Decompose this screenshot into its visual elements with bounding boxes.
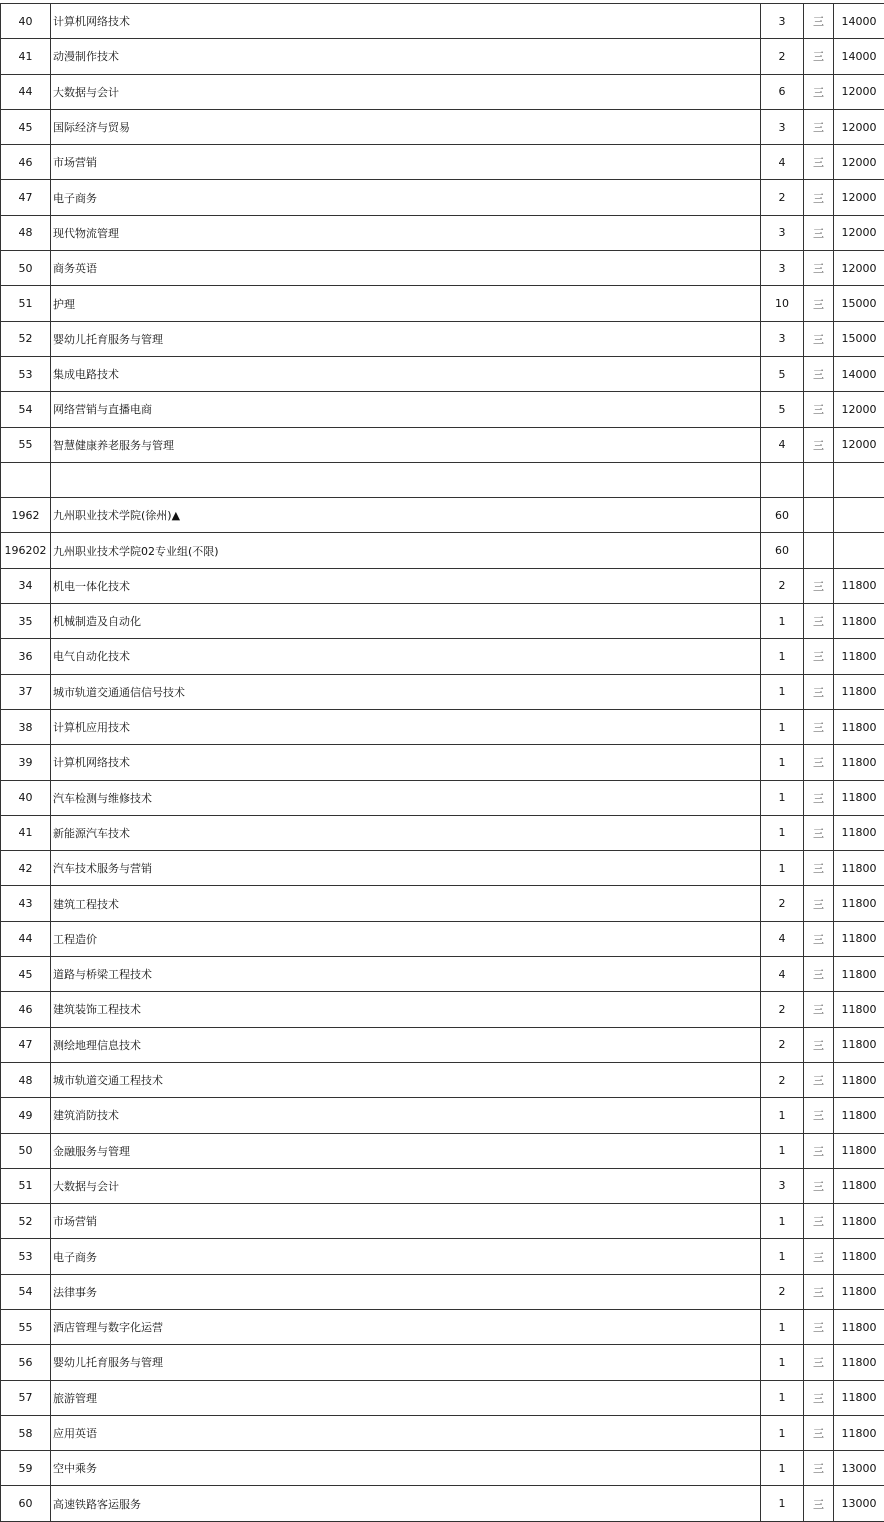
tuition-fee-cell: 11800 <box>834 1098 884 1133</box>
major-code-cell: 52 <box>1 1204 51 1239</box>
tuition-fee-cell: 11800 <box>834 1309 884 1344</box>
major-code-cell: 48 <box>1 215 51 250</box>
tuition-fee-cell: 12000 <box>834 145 884 180</box>
tuition-fee-cell: 11800 <box>834 992 884 1027</box>
major-name-cell: 计算机网络技术 <box>51 4 761 39</box>
plan-count-cell: 2 <box>761 992 804 1027</box>
major-name-cell: 集成电路技术 <box>51 356 761 391</box>
table-row <box>1 1380 884 1415</box>
tuition-fee-cell: 14000 <box>834 4 884 39</box>
plan-count-cell: 3 <box>761 215 804 250</box>
plan-count-cell: 1 <box>761 604 804 639</box>
major-name-cell: 工程造价 <box>51 921 761 956</box>
study-length-cell: 三 <box>804 251 834 286</box>
study-length-cell: 三 <box>804 1451 834 1486</box>
major-name-cell: 汽车检测与维修技术 <box>51 780 761 815</box>
study-length-cell: 三 <box>804 709 834 744</box>
study-length-cell: 三 <box>804 1380 834 1415</box>
study-length-cell: 三 <box>804 286 834 321</box>
tuition-fee-cell: 12000 <box>834 251 884 286</box>
table-row <box>1 1204 884 1239</box>
study-length-cell: 三 <box>804 321 834 356</box>
plan-count-cell: 1 <box>761 639 804 674</box>
tuition-fee-cell: 12000 <box>834 392 884 427</box>
tuition-fee-cell: 15000 <box>834 321 884 356</box>
table-row <box>1 1274 884 1309</box>
tuition-fee-cell: 11800 <box>834 604 884 639</box>
major-name-cell: 市场营销 <box>51 145 761 180</box>
study-length-cell: 三 <box>804 74 834 109</box>
plan-count-cell: 1 <box>761 1451 804 1486</box>
study-length-cell: 三 <box>804 851 834 886</box>
tuition-fee-cell: 11800 <box>834 639 884 674</box>
study-length-cell: 三 <box>804 356 834 391</box>
study-length-cell <box>804 462 834 497</box>
major-code-cell: 39 <box>1 745 51 780</box>
study-length-cell: 三 <box>804 392 834 427</box>
tuition-fee-cell: 11800 <box>834 1027 884 1062</box>
major-code-cell: 41 <box>1 815 51 850</box>
major-code-cell: 46 <box>1 992 51 1027</box>
major-code-cell: 52 <box>1 321 51 356</box>
enrollment-plan-table <box>0 3 884 1522</box>
table-row <box>1 1098 884 1133</box>
tuition-fee-cell: 13000 <box>834 1451 884 1486</box>
tuition-fee-cell: 11800 <box>834 851 884 886</box>
plan-count-cell: 1 <box>761 1486 804 1521</box>
tuition-fee-cell: 11800 <box>834 1239 884 1274</box>
major-name-cell: 新能源汽车技术 <box>51 815 761 850</box>
table-row <box>1 180 884 215</box>
plan-count-cell: 60 <box>761 533 804 568</box>
table-row <box>1 533 884 568</box>
plan-count-cell: 3 <box>761 251 804 286</box>
major-name-cell: 道路与桥梁工程技术 <box>51 957 761 992</box>
study-length-cell: 三 <box>804 1415 834 1450</box>
major-name-cell: 机电一体化技术 <box>51 568 761 603</box>
table-row <box>1 1451 884 1486</box>
plan-count-cell: 1 <box>761 1380 804 1415</box>
major-name-cell: 金融服务与管理 <box>51 1133 761 1168</box>
study-length-cell: 三 <box>804 1345 834 1380</box>
table-row <box>1 215 884 250</box>
table-row <box>1 498 884 533</box>
major-name-cell: 智慧健康养老服务与管理 <box>51 427 761 462</box>
major-code-cell: 37 <box>1 674 51 709</box>
major-name-cell: 酒店管理与数字化运营 <box>51 1309 761 1344</box>
tuition-fee-cell: 11800 <box>834 709 884 744</box>
study-length-cell: 三 <box>804 639 834 674</box>
major-name-cell: 法律事务 <box>51 1274 761 1309</box>
major-code-cell: 59 <box>1 1451 51 1486</box>
plan-count-cell: 1 <box>761 1204 804 1239</box>
table-row <box>1 674 884 709</box>
tuition-fee-cell: 11800 <box>834 1274 884 1309</box>
major-name-cell: 应用英语 <box>51 1415 761 1450</box>
major-code-cell: 35 <box>1 604 51 639</box>
plan-count-cell: 10 <box>761 286 804 321</box>
major-name-cell: 现代物流管理 <box>51 215 761 250</box>
tuition-fee-cell: 11800 <box>834 745 884 780</box>
major-code-cell: 51 <box>1 1168 51 1203</box>
major-name-cell: 建筑消防技术 <box>51 1098 761 1133</box>
table-row <box>1 1239 884 1274</box>
major-code-cell: 196202 <box>1 533 51 568</box>
plan-count-cell: 1 <box>761 674 804 709</box>
major-code-cell: 40 <box>1 780 51 815</box>
table-row <box>1 1309 884 1344</box>
plan-count-cell: 4 <box>761 957 804 992</box>
major-code-cell: 38 <box>1 709 51 744</box>
plan-count-cell: 2 <box>761 1027 804 1062</box>
major-name-cell: 婴幼儿托育服务与管理 <box>51 1345 761 1380</box>
major-name-cell: 九州职业技术学院(徐州)▲ <box>51 498 761 533</box>
table-row <box>1 427 884 462</box>
tuition-fee-cell: 11800 <box>834 1062 884 1097</box>
major-name-cell: 网络营销与直播电商 <box>51 392 761 427</box>
plan-count-cell: 1 <box>761 815 804 850</box>
major-code-cell: 48 <box>1 1062 51 1097</box>
tuition-fee-cell: 14000 <box>834 39 884 74</box>
study-length-cell: 三 <box>804 815 834 850</box>
table-row <box>1 957 884 992</box>
major-code-cell: 42 <box>1 851 51 886</box>
table-row <box>1 604 884 639</box>
study-length-cell: 三 <box>804 604 834 639</box>
tuition-fee-cell: 12000 <box>834 215 884 250</box>
major-name-cell: 高速铁路客运服务 <box>51 1486 761 1521</box>
major-name-cell: 机械制造及自动化 <box>51 604 761 639</box>
plan-count-cell: 2 <box>761 1062 804 1097</box>
major-code-cell: 53 <box>1 356 51 391</box>
tuition-fee-cell: 12000 <box>834 109 884 144</box>
plan-count-cell: 1 <box>761 851 804 886</box>
table-row <box>1 568 884 603</box>
major-name-cell: 九州职业技术学院02专业组(不限) <box>51 533 761 568</box>
tuition-fee-cell: 12000 <box>834 427 884 462</box>
study-length-cell: 三 <box>804 4 834 39</box>
table-row <box>1 851 884 886</box>
major-code-cell: 55 <box>1 427 51 462</box>
major-code-cell: 60 <box>1 1486 51 1521</box>
plan-count-cell: 4 <box>761 921 804 956</box>
tuition-fee-cell: 11800 <box>834 674 884 709</box>
plan-count-cell: 2 <box>761 39 804 74</box>
table-row <box>1 251 884 286</box>
plan-count-cell: 60 <box>761 498 804 533</box>
tuition-fee-cell: 12000 <box>834 180 884 215</box>
plan-count-cell: 3 <box>761 1168 804 1203</box>
major-code-cell: 57 <box>1 1380 51 1415</box>
major-code-cell: 58 <box>1 1415 51 1450</box>
study-length-cell: 三 <box>804 745 834 780</box>
plan-count-cell: 6 <box>761 74 804 109</box>
table-row <box>1 639 884 674</box>
plan-count-cell: 2 <box>761 886 804 921</box>
tuition-fee-cell <box>834 498 884 533</box>
study-length-cell: 三 <box>804 145 834 180</box>
plan-count-cell: 1 <box>761 1239 804 1274</box>
table-row <box>1 39 884 74</box>
plan-count-cell <box>761 462 804 497</box>
tuition-fee-cell: 13000 <box>834 1486 884 1521</box>
major-name-cell: 建筑工程技术 <box>51 886 761 921</box>
study-length-cell: 三 <box>804 180 834 215</box>
major-name-cell: 城市轨道交通通信信号技术 <box>51 674 761 709</box>
plan-count-cell: 5 <box>761 356 804 391</box>
table-row <box>1 886 884 921</box>
major-code-cell: 46 <box>1 145 51 180</box>
table-row <box>1 992 884 1027</box>
table-row <box>1 286 884 321</box>
study-length-cell: 三 <box>804 1204 834 1239</box>
plan-count-cell: 1 <box>761 709 804 744</box>
tuition-fee-cell: 11800 <box>834 1204 884 1239</box>
major-code-cell: 44 <box>1 74 51 109</box>
plan-count-cell: 2 <box>761 568 804 603</box>
table-row <box>1 145 884 180</box>
tuition-fee-cell <box>834 462 884 497</box>
major-code-cell: 56 <box>1 1345 51 1380</box>
table-row <box>1 709 884 744</box>
study-length-cell: 三 <box>804 215 834 250</box>
tuition-fee-cell: 11800 <box>834 1168 884 1203</box>
study-length-cell: 三 <box>804 992 834 1027</box>
study-length-cell: 三 <box>804 1027 834 1062</box>
major-name-cell: 旅游管理 <box>51 1380 761 1415</box>
table-row <box>1 1415 884 1450</box>
plan-count-cell: 1 <box>761 1415 804 1450</box>
major-name-cell: 城市轨道交通工程技术 <box>51 1062 761 1097</box>
plan-count-cell: 1 <box>761 745 804 780</box>
study-length-cell: 三 <box>804 1062 834 1097</box>
plan-count-cell: 1 <box>761 780 804 815</box>
plan-count-cell: 1 <box>761 1309 804 1344</box>
study-length-cell: 三 <box>804 109 834 144</box>
major-name-cell: 商务英语 <box>51 251 761 286</box>
study-length-cell: 三 <box>804 921 834 956</box>
study-length-cell: 三 <box>804 568 834 603</box>
tuition-fee-cell: 11800 <box>834 1380 884 1415</box>
major-code-cell: 1962 <box>1 498 51 533</box>
study-length-cell: 三 <box>804 39 834 74</box>
major-name-cell: 电子商务 <box>51 1239 761 1274</box>
major-code-cell: 45 <box>1 957 51 992</box>
tuition-fee-cell: 11800 <box>834 815 884 850</box>
table-row <box>1 1062 884 1097</box>
plan-count-cell: 4 <box>761 427 804 462</box>
major-code-cell: 47 <box>1 1027 51 1062</box>
major-name-cell: 国际经济与贸易 <box>51 109 761 144</box>
major-name-cell: 空中乘务 <box>51 1451 761 1486</box>
plan-count-cell: 3 <box>761 321 804 356</box>
major-name-cell: 大数据与会计 <box>51 74 761 109</box>
tuition-fee-cell: 11800 <box>834 886 884 921</box>
table-row <box>1 1168 884 1203</box>
table-row <box>1 462 884 497</box>
major-code-cell: 41 <box>1 39 51 74</box>
tuition-fee-cell: 11800 <box>834 1133 884 1168</box>
study-length-cell: 三 <box>804 780 834 815</box>
table-body <box>1 4 884 1522</box>
tuition-fee-cell: 11800 <box>834 780 884 815</box>
study-length-cell: 三 <box>804 1486 834 1521</box>
study-length-cell: 三 <box>804 427 834 462</box>
tuition-fee-cell: 11800 <box>834 1415 884 1450</box>
study-length-cell: 三 <box>804 1133 834 1168</box>
table-row <box>1 780 884 815</box>
major-name-cell: 电子商务 <box>51 180 761 215</box>
table-row <box>1 74 884 109</box>
plan-count-cell: 1 <box>761 1345 804 1380</box>
plan-count-cell: 4 <box>761 145 804 180</box>
table-row <box>1 1345 884 1380</box>
study-length-cell: 三 <box>804 1274 834 1309</box>
study-length-cell <box>804 498 834 533</box>
study-length-cell: 三 <box>804 1309 834 1344</box>
major-name-cell: 大数据与会计 <box>51 1168 761 1203</box>
tuition-fee-cell <box>834 533 884 568</box>
plan-count-cell: 1 <box>761 1133 804 1168</box>
tuition-fee-cell: 14000 <box>834 356 884 391</box>
table-row <box>1 815 884 850</box>
plan-count-cell: 5 <box>761 392 804 427</box>
tuition-fee-cell: 11800 <box>834 1345 884 1380</box>
major-name-cell <box>51 462 761 497</box>
major-code-cell: 45 <box>1 109 51 144</box>
plan-count-cell: 3 <box>761 109 804 144</box>
study-length-cell: 三 <box>804 674 834 709</box>
study-length-cell: 三 <box>804 1239 834 1274</box>
table-row <box>1 745 884 780</box>
table-row <box>1 392 884 427</box>
major-name-cell: 测绘地理信息技术 <box>51 1027 761 1062</box>
major-name-cell: 婴幼儿托育服务与管理 <box>51 321 761 356</box>
plan-count-cell: 2 <box>761 1274 804 1309</box>
major-name-cell: 电气自动化技术 <box>51 639 761 674</box>
tuition-fee-cell: 11800 <box>834 921 884 956</box>
major-name-cell: 市场营销 <box>51 1204 761 1239</box>
major-name-cell: 计算机应用技术 <box>51 709 761 744</box>
major-name-cell: 计算机网络技术 <box>51 745 761 780</box>
major-name-cell: 护理 <box>51 286 761 321</box>
major-code-cell: 43 <box>1 886 51 921</box>
major-code-cell: 54 <box>1 1274 51 1309</box>
table-row <box>1 109 884 144</box>
study-length-cell <box>804 533 834 568</box>
major-code-cell: 47 <box>1 180 51 215</box>
tuition-fee-cell: 11800 <box>834 957 884 992</box>
major-code-cell: 50 <box>1 251 51 286</box>
major-name-cell: 建筑装饰工程技术 <box>51 992 761 1027</box>
major-code-cell: 54 <box>1 392 51 427</box>
study-length-cell: 三 <box>804 886 834 921</box>
major-code-cell: 51 <box>1 286 51 321</box>
plan-count-cell: 1 <box>761 1098 804 1133</box>
study-length-cell: 三 <box>804 1098 834 1133</box>
major-code-cell: 50 <box>1 1133 51 1168</box>
major-code-cell: 34 <box>1 568 51 603</box>
study-length-cell: 三 <box>804 1168 834 1203</box>
table-row <box>1 1133 884 1168</box>
major-code-cell: 55 <box>1 1309 51 1344</box>
major-code-cell: 49 <box>1 1098 51 1133</box>
major-name-cell: 动漫制作技术 <box>51 39 761 74</box>
table-row <box>1 356 884 391</box>
plan-count-cell: 3 <box>761 4 804 39</box>
table-row <box>1 1486 884 1521</box>
table-row <box>1 921 884 956</box>
table-row <box>1 1027 884 1062</box>
plan-count-cell: 2 <box>761 180 804 215</box>
tuition-fee-cell: 11800 <box>834 568 884 603</box>
major-code-cell <box>1 462 51 497</box>
table-row <box>1 321 884 356</box>
table-row <box>1 4 884 39</box>
tuition-fee-cell: 12000 <box>834 74 884 109</box>
major-code-cell: 53 <box>1 1239 51 1274</box>
major-code-cell: 44 <box>1 921 51 956</box>
tuition-fee-cell: 15000 <box>834 286 884 321</box>
major-code-cell: 40 <box>1 4 51 39</box>
study-length-cell: 三 <box>804 957 834 992</box>
major-code-cell: 36 <box>1 639 51 674</box>
major-name-cell: 汽车技术服务与营销 <box>51 851 761 886</box>
